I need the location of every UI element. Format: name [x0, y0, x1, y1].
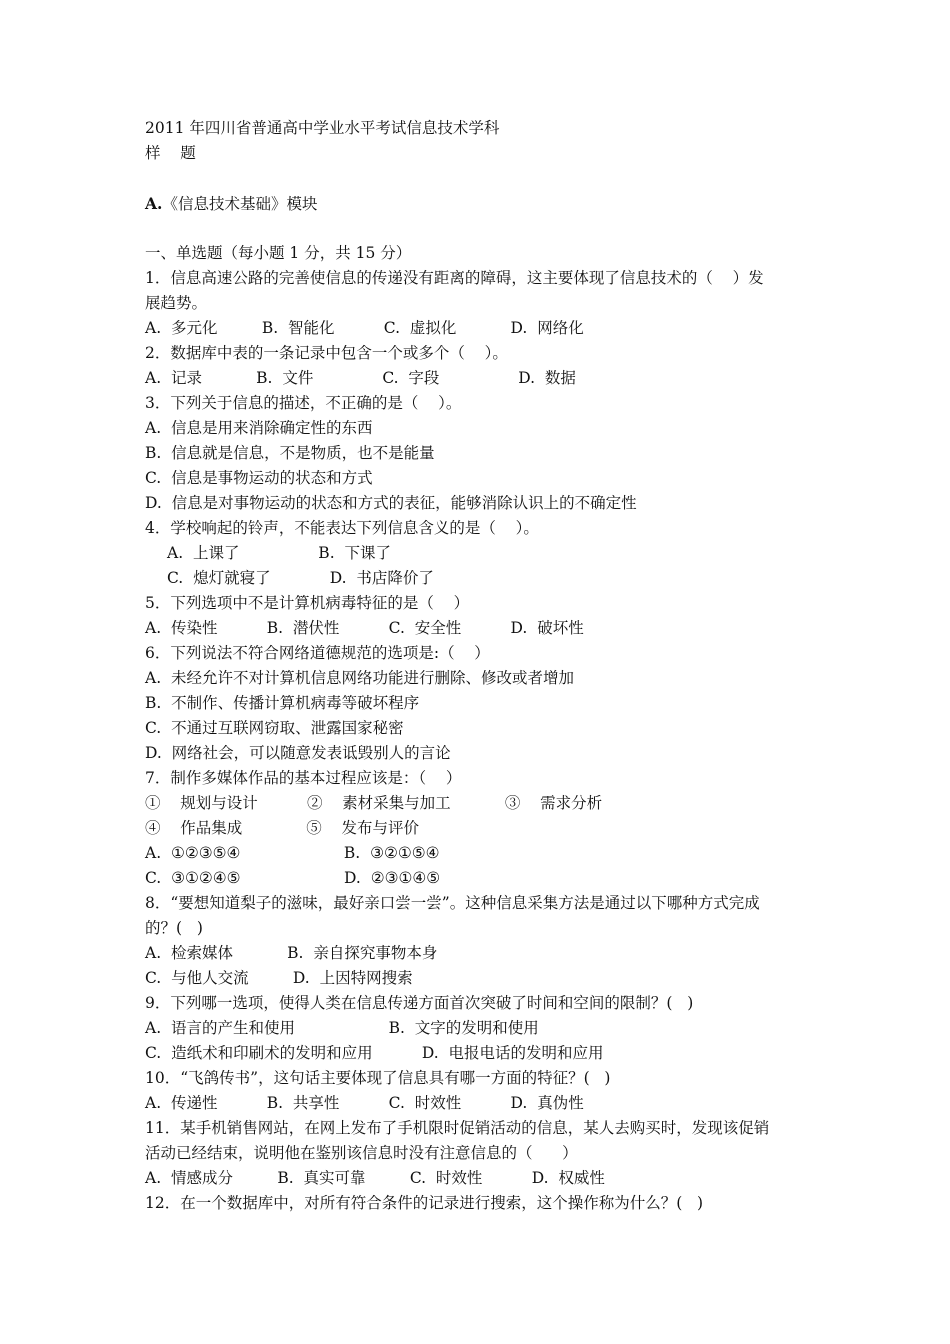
question-6-stem: 6．下列说法不符合网络道德规范的选项是:（ ）: [145, 644, 490, 662]
module-heading: [145, 191, 815, 216]
question-7-stem: 7．制作多媒体作品的基本过程应该是：（ ）: [145, 769, 462, 787]
question-9-options-cd: C. 造纸术和印刷术的发明和应用 D. 电报电话的发明和应用: [145, 1044, 604, 1062]
question-6-option-a: A. 未经允许不对计算机信息网络功能进行删除、修改或者增加: [145, 669, 574, 687]
question-10-stem: 10．“飞鸽传书”，这句话主要体现了信息具有哪一方面的特征？( ): [145, 1069, 611, 1087]
question-4-stem: 4．学校响起的铃声，不能表达下列信息含义的是（ ）。: [145, 519, 539, 537]
question-5-stem: 5．下列选项中不是计算机病毒特征的是（ ）: [145, 594, 470, 612]
question-10-options: A. 传递性 B. 共享性 C. 时效性 D. 真伪性: [145, 1094, 584, 1112]
question-3-option-c: C. 信息是事物运动的状态和方式: [145, 469, 373, 487]
question-2-stem: 2．数据库中表的一条记录中包含一个或多个（ ）。: [145, 344, 508, 362]
question-4-options-ab: A. 上课了 B. 下课了: [167, 544, 391, 562]
question-3-stem: 3．下列关于信息的描述，不正确的是（ ）。: [145, 394, 462, 412]
question-5-options: A. 传染性 B. 潜伏性 C. 安全性 D. 破坏性: [145, 619, 584, 637]
question-7-steps-1: ① 规划与设计 ② 素材采集与加工 ③ 需求分析: [145, 794, 603, 812]
question-1-stem-cont: 展趋势。: [145, 294, 208, 312]
question-11-stem: 11．某手机销售网站，在网上发布了手机限时促销活动的信息，某人去购买时，发现该促销: [145, 1119, 770, 1137]
spacer: [145, 166, 815, 191]
question-6-option-d: D. 网络社会，可以随意发表诋毁别人的言论: [145, 744, 451, 762]
question-8-options-ab: A. 检索媒体 B. 亲自探究事物本身: [145, 944, 438, 962]
question-11-stem-cont: 活动已经结束，说明他在鉴别该信息时没有注意信息的（ ）: [145, 1144, 578, 1162]
question-3-option-a: A. 信息是用来消除确定性的东西: [145, 419, 373, 437]
question-9-options-ab: A. 语言的产生和使用 B. 文字的发明和使用: [145, 1019, 539, 1037]
question-7-steps-2: ④ 作品集成 ⑤ 发布与评价: [145, 819, 419, 837]
question-8-options-cd: C. 与他人交流 D. 上因特网搜索: [145, 969, 413, 987]
question-11-options: A. 情感成分 B. 真实可靠 C. 时效性 D. 权威性: [145, 1169, 605, 1187]
question-1-stem: 1．信息高速公路的完善使信息的传递没有距离的障碍，这主要体现了信息技术的（ ）发: [145, 269, 764, 287]
spacer: [145, 216, 815, 241]
document-body: [145, 116, 815, 1216]
question-6-option-c: C. 不通过互联网窃取、泄露国家秘密: [145, 719, 404, 737]
question-8-stem: 8．“要想知道梨子的滋味，最好亲口尝一尝”。这种信息采集方法是通过以下哪种方式完成: [145, 894, 760, 912]
question-2-options: A. 记录 B. 文件 C. 字段 D. 数据: [145, 369, 576, 387]
question-12-stem: 12．在一个数据库中，对所有符合条件的记录进行搜索，这个操作称为什么？( ): [145, 1194, 704, 1212]
section-heading: 一、单选题（每小题 1 分，共 15 分）: [145, 244, 412, 262]
question-3-option-d: D. 信息是对事物运动的状态和方式的表征，能够消除认识上的不确定性: [145, 494, 637, 512]
question-7-options-ab: A. ①②③⑤④ B. ③②①⑤④: [145, 844, 440, 862]
question-9-stem: 9．下列哪一选项，使得人类在信息传递方面首次突破了时间和空间的限制？( ): [145, 994, 694, 1012]
question-4-options-cd: C. 熄灯就寝了 D. 书店降价了: [167, 569, 434, 587]
question-6-option-b: B. 不制作、传播计算机病毒等破坏程序: [145, 694, 420, 712]
question-1-options: A. 多元化 B. 智能化 C. 虚拟化 D. 网络化: [145, 319, 584, 337]
document-title: 2011 年四川省普通高中学业水平考试信息技术学科: [145, 119, 500, 137]
document-subtitle: 样 题: [145, 144, 196, 162]
question-3-option-b: B. 信息就是信息，不是物质，也不是能量: [145, 444, 435, 462]
module-name: 《信息技术基础》模块: [162, 195, 318, 213]
module-prefix: A.: [145, 194, 163, 213]
question-8-stem-cont: 的？( ): [145, 919, 203, 937]
question-7-options-cd: C. ③①②④⑤ D. ②③①④⑤: [145, 869, 441, 887]
